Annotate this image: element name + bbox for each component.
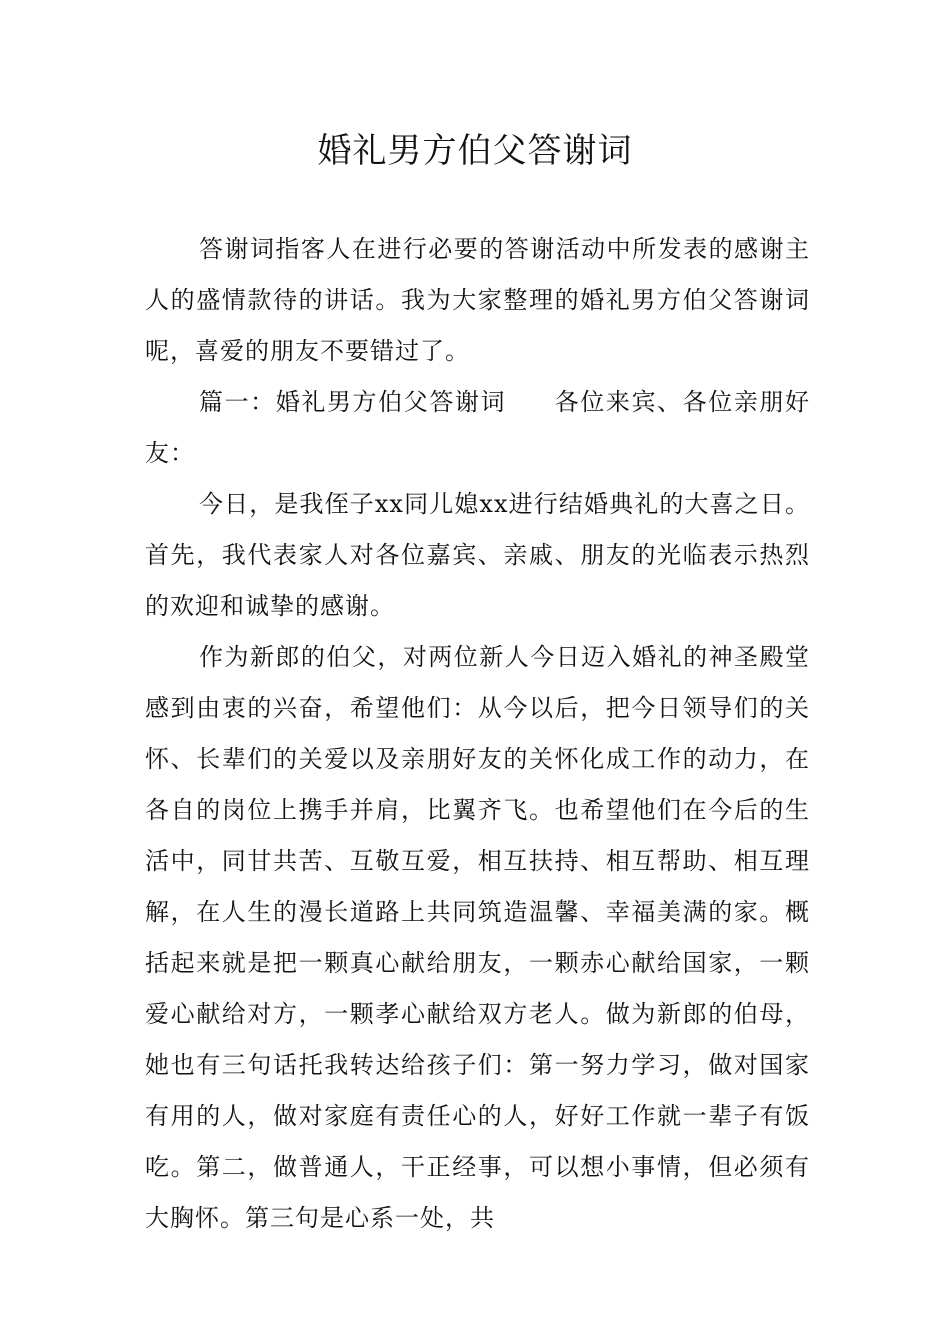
document-body <box>145 224 810 1244</box>
document-title: 婚礼男方伯父答谢词 <box>317 131 633 171</box>
intro-paragraph: 答谢词指客人在进行必要的答谢活动中所发表的感谢主人的盛情款待的讲话。我为大家整理的婚礼男方伯父答谢词呢，喜爱的朋友不要错过了。 <box>145 235 810 365</box>
main-paragraph: 作为新郎的伯父，对两位新人今日迈入婚礼的神圣殿堂感到由衷的兴奋，希望他们：从今以后，把今日领导们的关怀、长辈们的关爱以及亲朋好友的关怀化成工作的动力，在各自的岗位上携手并肩，比翼齐飞。也希望他们在今后的生活中，同甘共苦、互敬互爱，相互扶持、相互帮助、相互理解，在人生的漫长道路上共同筑造温馨、幸福美满的家。概括起来就是把一颗真心献给朋友，一颗赤心献给国家，一颗爱心献给对方，一颗孝心献给双方老人。做为新郎的伯母，她也有三句话托我转达给孩子们：第一努力学习，做对国家有用的人，做对家庭有责任心的人，好好工作就一辈子有饭吃。第二，做普通人，干正经事，可以想小事情，但必须有大胸怀。第三句是心系一处，共 <box>145 643 810 1232</box>
section-heading: 篇一：婚礼男方伯父答谢词 <box>199 388 507 416</box>
opening-paragraph: 今日，是我侄子xx同儿媳xx进行结婚典礼的大喜之日。首先，我代表家人对各位嘉宾、亲戚、朋友的光临表示热烈的欢迎和诚挚的感谢。 <box>145 490 810 620</box>
section-paragraph <box>145 377 810 479</box>
section-greeting: 各位来宾、各位亲朋好友： <box>145 388 811 467</box>
